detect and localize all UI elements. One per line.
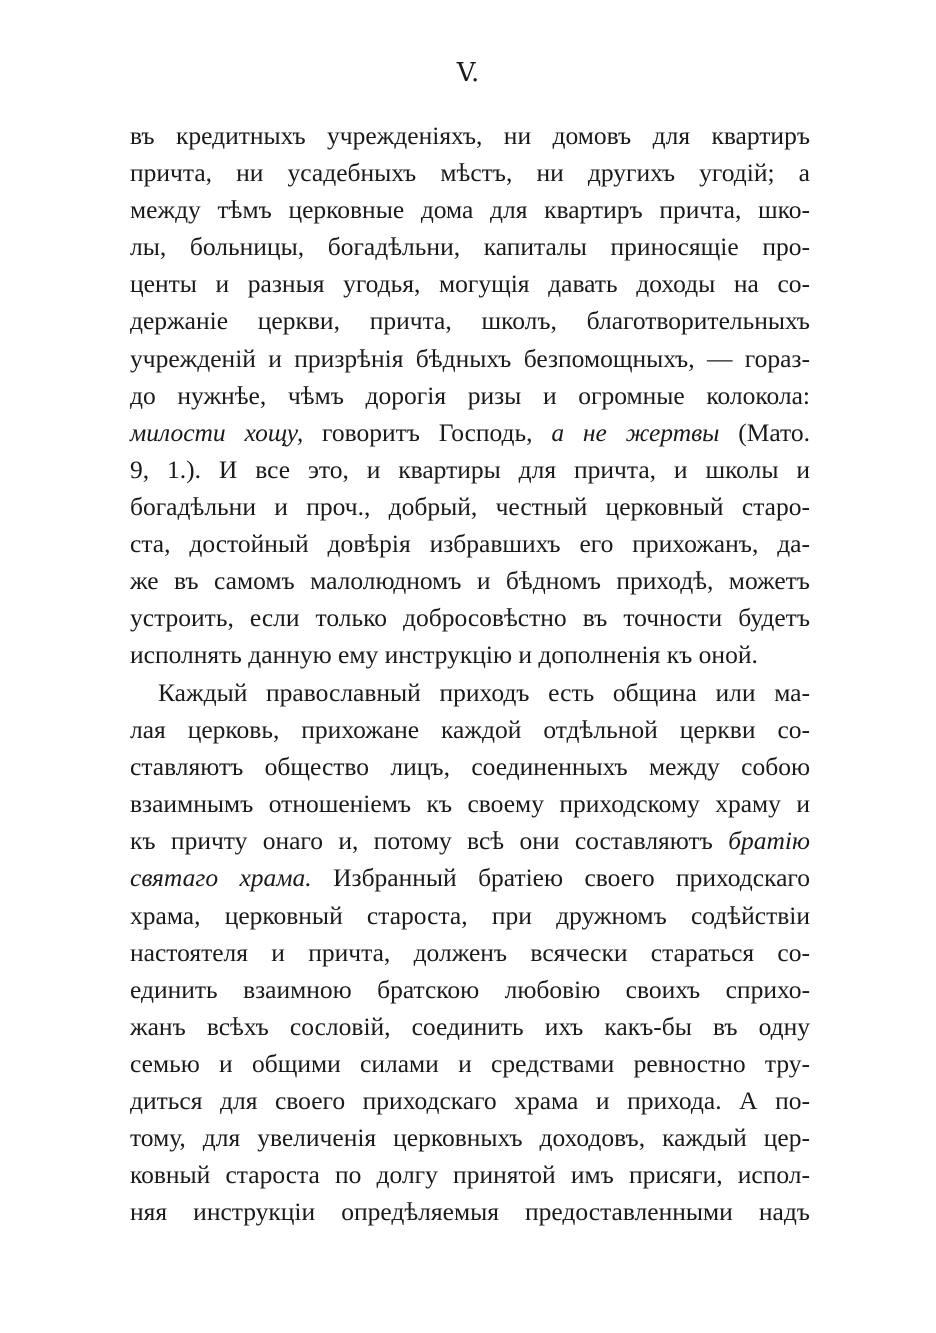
page-number: V. (456, 58, 480, 88)
text-run: (Мато. (719, 417, 810, 447)
text-line: храма, церковный староста, при дружномъ содѣйствіи (130, 900, 810, 930)
text-line: учрежденій и призрѣнія бѣдныхъ безпомощныхъ, — гораз- (130, 343, 810, 373)
text-run: къ причту онаго и, потому всѣ они составляютъ (130, 826, 729, 856)
text-line (130, 859, 810, 896)
text-line: лы, больницы, богадѣльни, капиталы приносящіе про- (130, 232, 810, 262)
italic-quote: милости хощу, (130, 417, 304, 447)
text-line: единить взаимною братскою любовію своихъ сприхо- (130, 974, 810, 1004)
text-line: взаимнымъ отношеніемъ къ своему приходскому храму и (130, 789, 810, 819)
text-line: же въ самомъ малолюдномъ и бѣдномъ приходѣ, можетъ (130, 566, 810, 596)
text-line: настоятеля и причта, долженъ всячески стараться со- (130, 937, 810, 967)
italic-term: святаго храма. (130, 863, 312, 893)
text-line (130, 822, 810, 859)
text-line: Каждый православный приходъ есть община или ма- (158, 678, 810, 707)
text-line: тому, для увеличенія церковныхъ доходовъ, каждый цер- (130, 1123, 810, 1153)
text-line: держаніе церкви, причта, школъ, благотворительныхъ (130, 306, 810, 336)
text-line (130, 414, 810, 451)
text-line: няя инструкціи опредѣляемыя предоставленными надъ (130, 1197, 810, 1227)
text-run: Избранный братіею своего приходскаго (311, 863, 810, 893)
text-line: въ кредитныхъ учрежденіяхъ, ни домовъ для квартиръ (130, 121, 810, 150)
italic-term: братію (728, 826, 810, 856)
text-line: устроить, если только добросовѣстно въ точности будетъ (130, 603, 810, 633)
paragraph-2 (130, 674, 810, 1230)
text-line: диться для своего приходскаго храма и прихода. А по- (130, 1086, 810, 1116)
text-line: причта, ни усадебныхъ мѣстъ, ни другихъ угодій; а (130, 158, 810, 188)
text-line: между тѣмъ церковные дома для квартиръ причта, шко- (130, 195, 810, 225)
text-line: 9, 1.). И все это, и квартиры для причта, и школы и (130, 454, 810, 484)
text-line: семью и общими силами и средствами ревностно тру- (130, 1048, 810, 1078)
text-line: до нужнѣе, чѣмъ дорогія ризы и огромные колокола: (130, 380, 810, 410)
text-line: ковный староста по долгу принятой имъ присяги, испол- (130, 1160, 810, 1190)
italic-quote: а не жертвы (551, 417, 720, 447)
text-line: жанъ всѣхъ сословій, соединить ихъ какъ-бы въ одну (130, 1011, 810, 1041)
text-line: центы и разныя угодья, могущія давать доходы на со- (130, 269, 810, 299)
text-line: лая церковь, прихожане каждой отдѣльной церкви со- (130, 715, 810, 745)
text-line: исполнять данную ему инструкцію и дополненія къ оной. (130, 640, 758, 670)
text-line: ста, достойный довѣрія избравшихъ его прихожанъ, да- (130, 529, 810, 559)
text-line: богадѣльни и проч., добрый, честный церковный старо- (130, 491, 810, 521)
text-run: говоритъ Господь, (303, 417, 552, 447)
text-line: ставляютъ общество лицъ, соединенныхъ между собою (130, 752, 810, 782)
paragraph-1 (130, 117, 810, 673)
